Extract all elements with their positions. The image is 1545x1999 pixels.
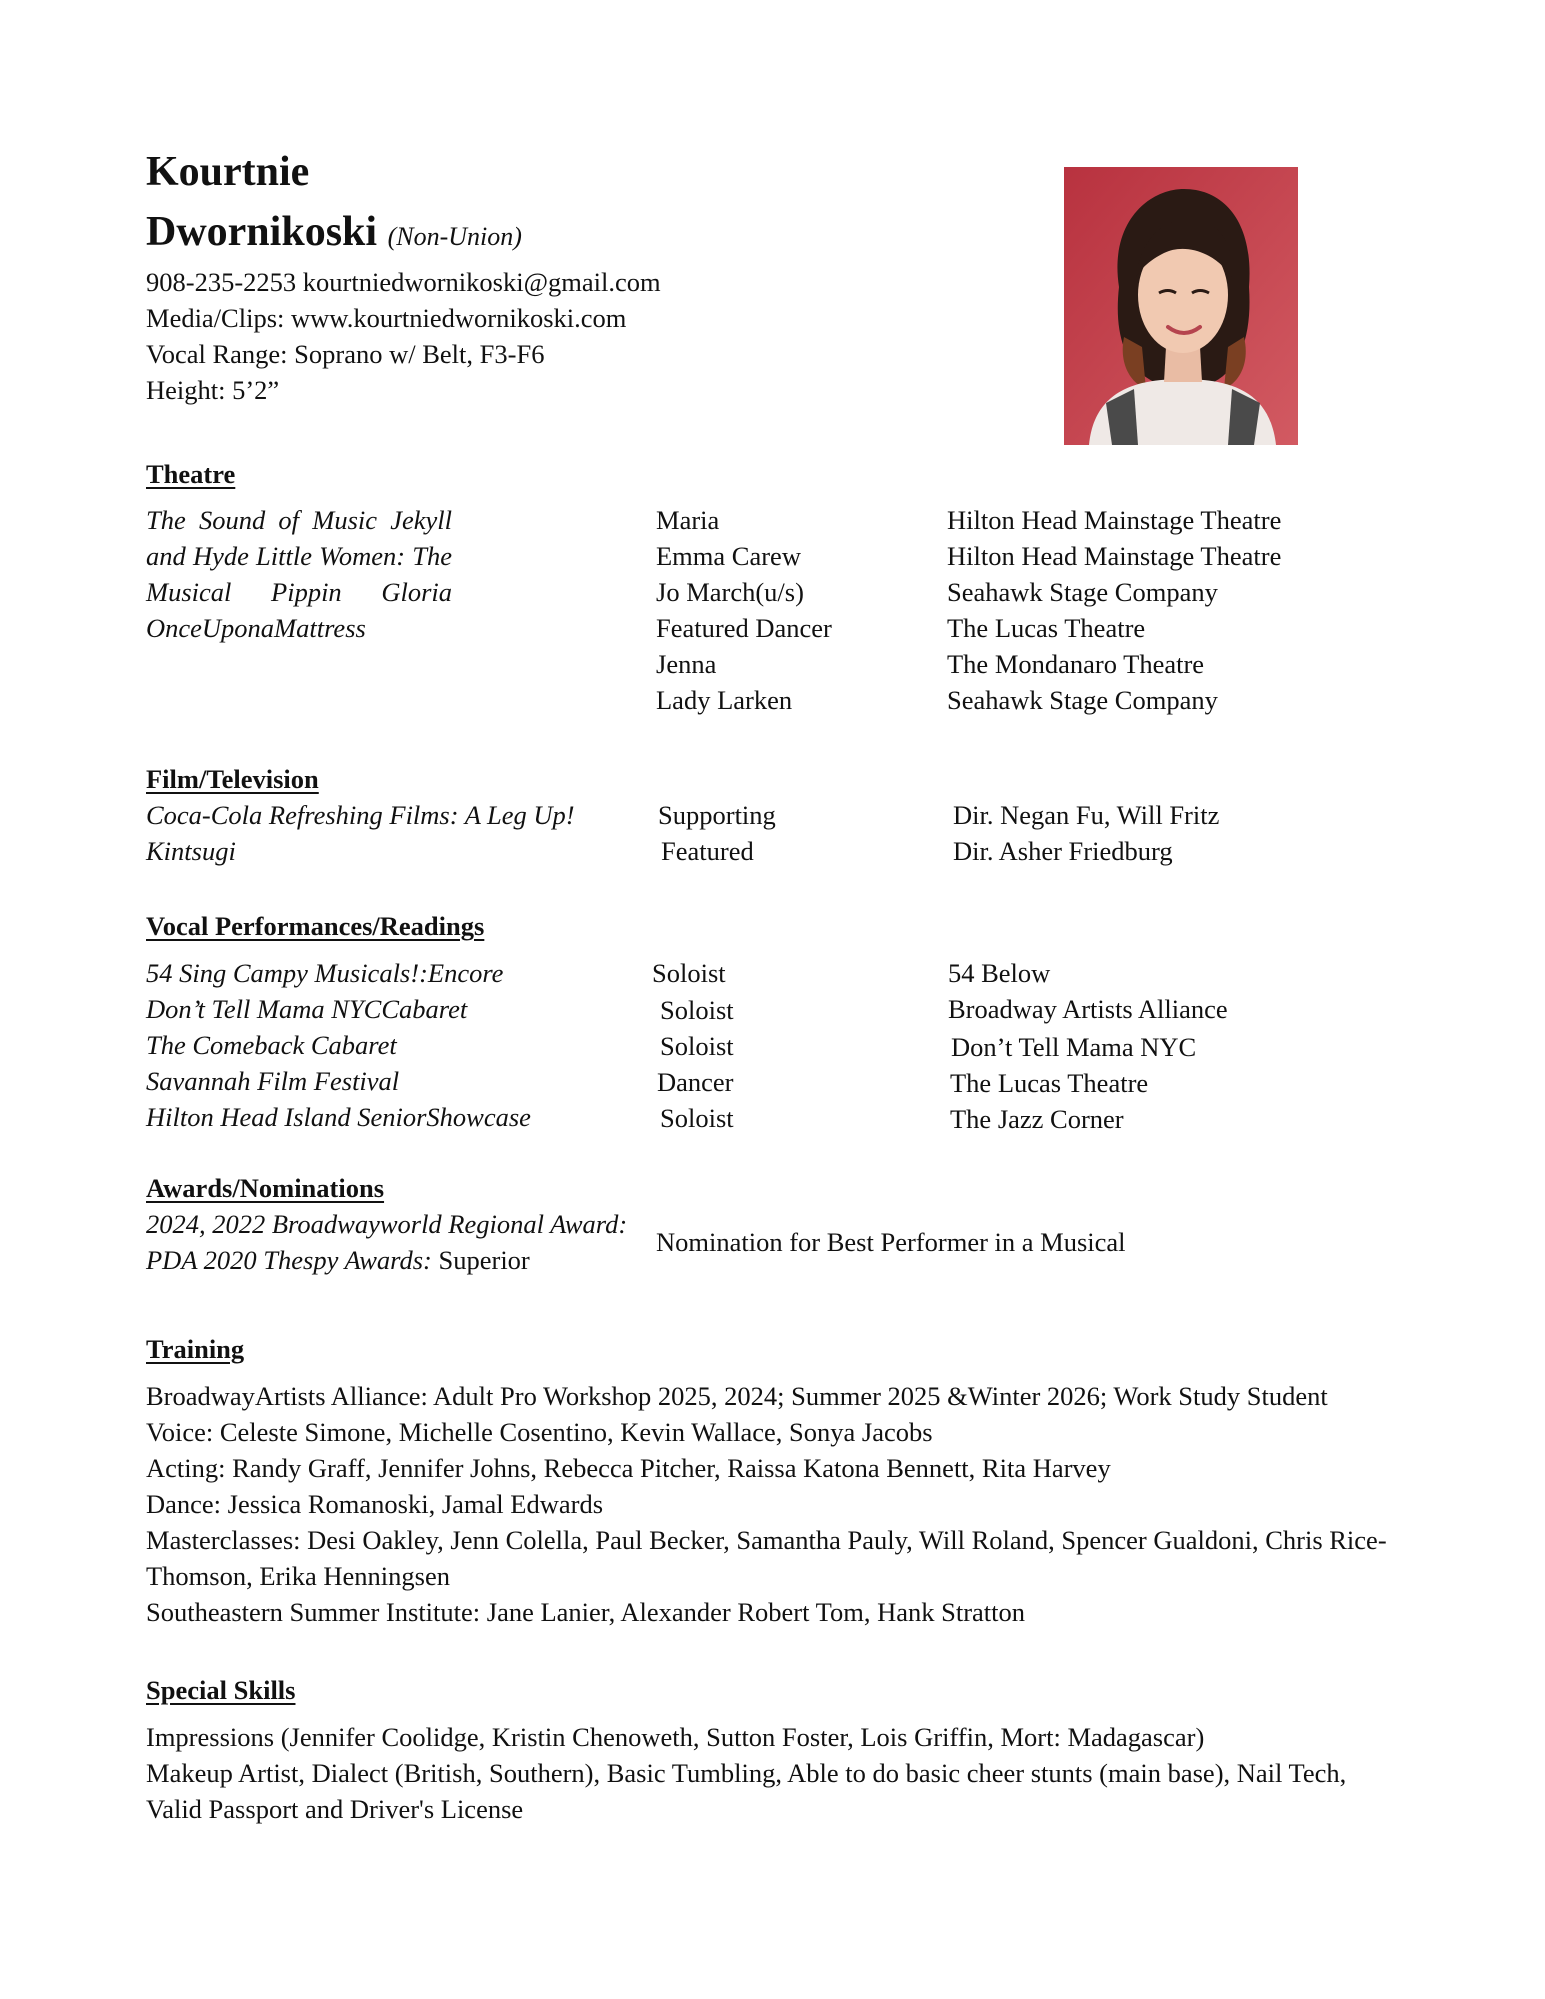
vocal-range: Vocal Range: Soprano w/ Belt, F3-F6: [146, 339, 545, 369]
theatre-role: Lady Larken: [656, 685, 793, 715]
vocal-title: The Comeback Cabaret: [146, 1030, 397, 1060]
skills-line: Impressions (Jennifer Coolidge, Kristin Chenoweth, Sutton Foster, Lois Griffin, Mort: Madagascar): [146, 1722, 1205, 1752]
theatre-role: Jo March(u/s): [656, 577, 804, 607]
vocal-venue: 54 Below: [948, 958, 1051, 988]
award-line-2: [146, 1242, 530, 1278]
theatre-role: Featured Dancer: [656, 613, 832, 643]
theatre-heading: Theatre: [146, 459, 236, 489]
theatre-titles: The Sound of Music Jekyll and Hyde Little Women: The Musical Pippin Gloria OnceUponaMattress: [146, 505, 452, 643]
vocal-title: Hilton Head Island SeniorShowcase: [146, 1102, 531, 1132]
theatre-venue: Hilton Head Mainstage Theatre: [947, 541, 1282, 571]
film-credit: Dir. Negan Fu, Will Fritz: [953, 800, 1220, 830]
training-line: Voice: Celeste Simone, Michelle Cosentino, Kevin Wallace, Sonya Jacobs: [146, 1417, 933, 1447]
vocal-role: Soloist: [660, 1103, 734, 1133]
theatre-role: Maria: [656, 505, 720, 535]
vocal-role: Soloist: [660, 995, 734, 1025]
film-role: Featured: [661, 836, 754, 866]
theatre-venue: The Lucas Theatre: [947, 613, 1146, 643]
last-name-line: [146, 204, 522, 265]
vocal-title: Savannah Film Festival: [146, 1066, 400, 1096]
vocal-role: Dancer: [657, 1067, 734, 1097]
theatre-venue: Hilton Head Mainstage Theatre: [947, 505, 1282, 535]
theatre-venue: Seahawk Stage Company: [947, 577, 1218, 607]
vocal-title: 54 Sing Campy Musicals!:Encore: [146, 958, 504, 988]
skills-line: Makeup Artist, Dialect (British, Southern), Basic Tumbling, Able to do basic cheer stunts (main base), Nail Tech, Valid Passport and Driver's License: [146, 1758, 1347, 1824]
training-line: BroadwayArtists Alliance: Adult Pro Workshop 2025, 2024; Summer 2025 &Winter 2026; Work Study Student: [146, 1381, 1328, 1411]
vocal-role: Soloist: [652, 958, 726, 988]
award-line-2-label: PDA 2020 Thespy Awards:: [146, 1245, 432, 1275]
vocal-venue: The Jazz Corner: [950, 1104, 1124, 1134]
awards-heading: Awards/Nominations: [146, 1173, 385, 1203]
skills-heading: Special Skills: [146, 1675, 296, 1705]
training-line: Southeastern Summer Institute: Jane Lanier, Alexander Robert Tom, Hank Stratton: [146, 1597, 1026, 1627]
vocal-title: Don’t Tell Mama NYCCabaret: [146, 994, 468, 1024]
theatre-venue: The Mondanaro Theatre: [947, 649, 1205, 679]
vocal-venue: The Lucas Theatre: [950, 1068, 1149, 1098]
headshot-photo: [1064, 167, 1298, 445]
vocal-heading: Vocal Performances/Readings: [146, 911, 485, 941]
film-heading: Film/Television: [146, 764, 319, 794]
first-name: Kourtnie: [146, 149, 310, 195]
union-status: (Non-Union): [387, 222, 522, 251]
theatre-venue: Seahawk Stage Company: [947, 685, 1218, 715]
training-line: Masterclasses: Desi Oakley, Jenn Colella, Paul Becker, Samantha Pauly, Will Roland, Spencer Gualdoni, Chris Rice-Thomson, Erika Henningsen: [146, 1525, 1387, 1591]
vocal-venue: Broadway Artists Alliance: [948, 994, 1228, 1024]
training-line: Acting: Randy Graff, Jennifer Johns, Rebecca Pitcher, Raissa Katona Bennett, Rita Harvey: [146, 1453, 1111, 1483]
height: Height: 5’2”: [146, 375, 280, 405]
vocal-role: Soloist: [660, 1031, 734, 1061]
theatre-role: Jenna: [656, 649, 717, 679]
training-line: Dance: Jessica Romanoski, Jamal Edwards: [146, 1489, 604, 1519]
last-name: Dwornikoski: [146, 209, 378, 255]
media-line: Media/Clips: www.kourtniedwornikoski.com: [146, 303, 627, 333]
award-line-2-value: Superior: [438, 1245, 530, 1275]
film-title: Coca-Cola Refreshing Films: A Leg Up!: [146, 800, 575, 830]
vocal-venue: Don’t Tell Mama NYC: [951, 1032, 1197, 1062]
film-title: Kintsugi: [146, 836, 236, 866]
film-role: Supporting: [658, 800, 776, 830]
film-credit: Dir. Asher Friedburg: [953, 836, 1173, 866]
training-heading: Training: [146, 1334, 245, 1364]
award-line-1: 2024, 2022 Broadwayworld Regional Award:: [146, 1209, 628, 1239]
theatre-role: Emma Carew: [656, 541, 801, 571]
contact-line: 908-235-2253 kourtniedwornikoski@gmail.com: [146, 267, 661, 297]
award-nomination: Nomination for Best Performer in a Musical: [656, 1227, 1126, 1257]
